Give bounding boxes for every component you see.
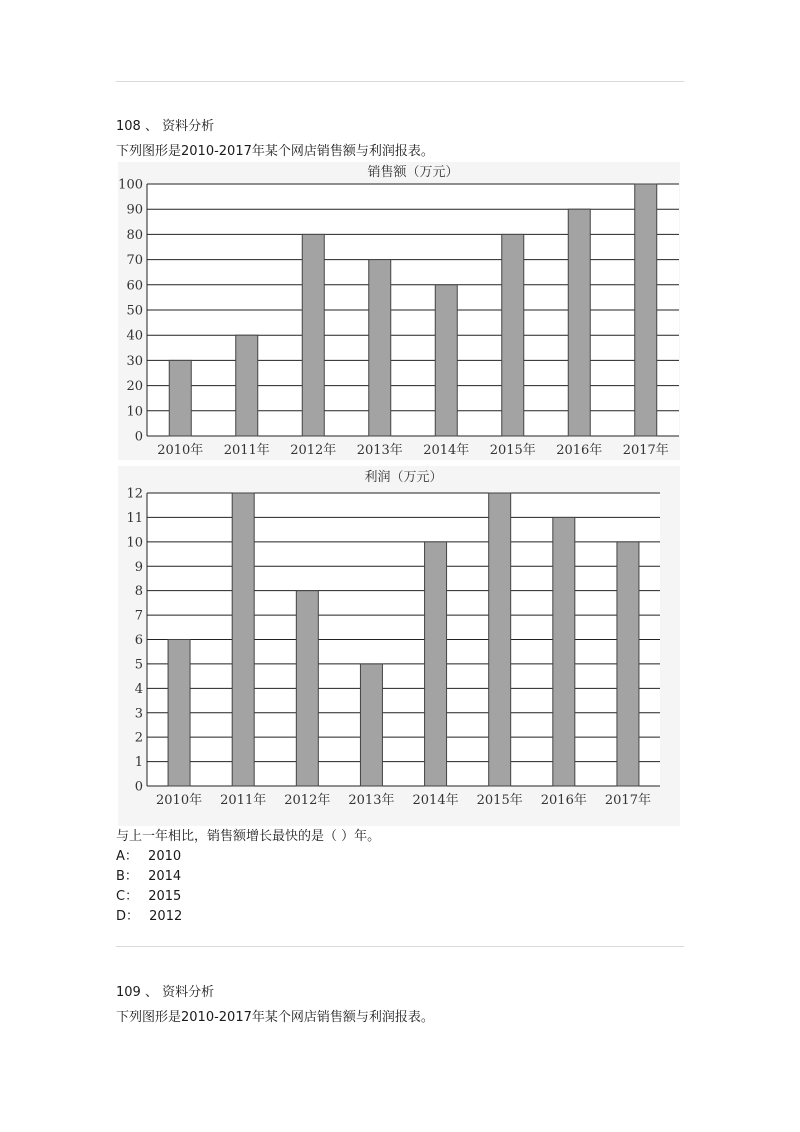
sales-x-tick-label: 2011年: [223, 443, 270, 458]
option-b-label: B：: [116, 869, 138, 884]
sales-chart: [118, 162, 680, 460]
profit-bar-2015年: [489, 493, 511, 786]
option-c-label: C：: [116, 889, 139, 904]
sales-x-tick-label: 2014年: [423, 443, 470, 458]
option-b[interactable]: [116, 868, 181, 886]
sales-y-tick-label: 70: [126, 253, 143, 269]
sales-bar-2013年: [369, 260, 391, 436]
profit-x-tick-label: 2016年: [540, 793, 587, 808]
profit-y-tick-label: 12: [126, 486, 143, 502]
profit-x-tick-label: 2015年: [476, 793, 523, 808]
profit-x-tick-label: 2011年: [220, 793, 267, 808]
sales-x-tick-label: 2013年: [356, 443, 403, 458]
profit-y-tick-label: 8: [134, 584, 143, 600]
profit-chart-title: 利润（万元）: [364, 470, 443, 485]
option-c[interactable]: [116, 888, 181, 906]
sales-x-tick-label: 2010年: [157, 443, 204, 458]
sales-chart-svg: [118, 162, 680, 460]
option-d-value: 2012: [149, 909, 183, 924]
q109-header: 109 、 资料分析: [116, 985, 215, 1000]
profit-y-tick-label: 1: [134, 755, 143, 771]
profit-y-tick-label: 9: [134, 559, 143, 575]
sales-y-tick-label: 30: [126, 353, 143, 369]
sales-chart-title: 销售额（万元）: [367, 165, 459, 180]
sales-bar-2010年: [169, 360, 191, 436]
profit-y-tick-label: 3: [134, 706, 143, 722]
profit-y-tick-label: 2: [134, 730, 143, 746]
profit-bar-2013年: [360, 664, 382, 786]
option-a[interactable]: [116, 848, 181, 866]
sales-x-tick-label: 2015年: [489, 443, 536, 458]
profit-y-tick-label: 5: [134, 657, 143, 673]
sales-y-tick-label: 90: [126, 202, 143, 218]
profit-y-tick-label: 0: [134, 779, 143, 795]
option-a-value: 2010: [148, 849, 182, 864]
sales-bar-2015年: [502, 234, 524, 436]
profit-x-tick-label: 2017年: [604, 793, 651, 808]
profit-bar-2016年: [553, 517, 575, 786]
option-c-value: 2015: [148, 889, 182, 904]
sales-y-tick-label: 10: [126, 404, 143, 420]
profit-bar-2010年: [168, 640, 190, 787]
profit-y-tick-label: 10: [126, 535, 143, 551]
q109-intro: 下列图形是2010-2017年某个网店销售额与利润报表。: [116, 1010, 434, 1025]
mid-divider: [116, 946, 684, 947]
top-divider: [116, 81, 684, 82]
q108-intro: 下列图形是2010-2017年某个网店销售额与利润报表。: [116, 144, 434, 159]
profit-x-tick-label: 2010年: [156, 793, 203, 808]
sales-x-tick-label: 2012年: [290, 443, 337, 458]
option-a-label: A：: [116, 849, 138, 864]
q108-header: 108 、 资料分析: [116, 119, 215, 134]
profit-y-tick-label: 7: [134, 608, 143, 624]
sales-y-tick-label: 100: [118, 177, 143, 193]
profit-bar-2017年: [617, 542, 639, 786]
sales-y-tick-label: 20: [126, 379, 143, 395]
option-d-label: D：: [116, 909, 140, 924]
profit-x-tick-label: 2013年: [348, 793, 395, 808]
sales-bar-2012年: [302, 234, 324, 436]
sales-y-tick-label: 60: [126, 278, 143, 294]
sales-bar-2016年: [568, 209, 590, 436]
sales-bar-2017年: [635, 184, 657, 436]
profit-bar-2011年: [232, 493, 254, 786]
profit-bar-2014年: [425, 542, 447, 786]
sales-y-tick-label: 40: [126, 328, 143, 344]
sales-bar-2014年: [435, 285, 457, 436]
profit-y-tick-label: 4: [134, 681, 143, 697]
sales-y-tick-label: 50: [126, 303, 143, 319]
profit-y-tick-label: 11: [126, 510, 143, 526]
profit-chart: [118, 466, 680, 826]
profit-chart-svg: [118, 466, 680, 826]
profit-x-tick-label: 2014年: [412, 793, 459, 808]
option-d[interactable]: [116, 908, 182, 926]
profit-bar-2012年: [296, 591, 318, 786]
profit-x-tick-label: 2012年: [284, 793, 331, 808]
sales-bar-2011年: [236, 335, 258, 436]
sales-x-tick-label: 2017年: [622, 443, 669, 458]
profit-y-tick-label: 6: [134, 633, 143, 648]
sales-y-tick-label: 0: [134, 429, 143, 445]
sales-y-tick-label: 80: [126, 227, 143, 243]
option-b-value: 2014: [148, 869, 182, 884]
q108-question: 与上一年相比，销售额增长最快的是（ ）年。: [116, 829, 381, 844]
sales-x-tick-label: 2016年: [556, 443, 603, 458]
